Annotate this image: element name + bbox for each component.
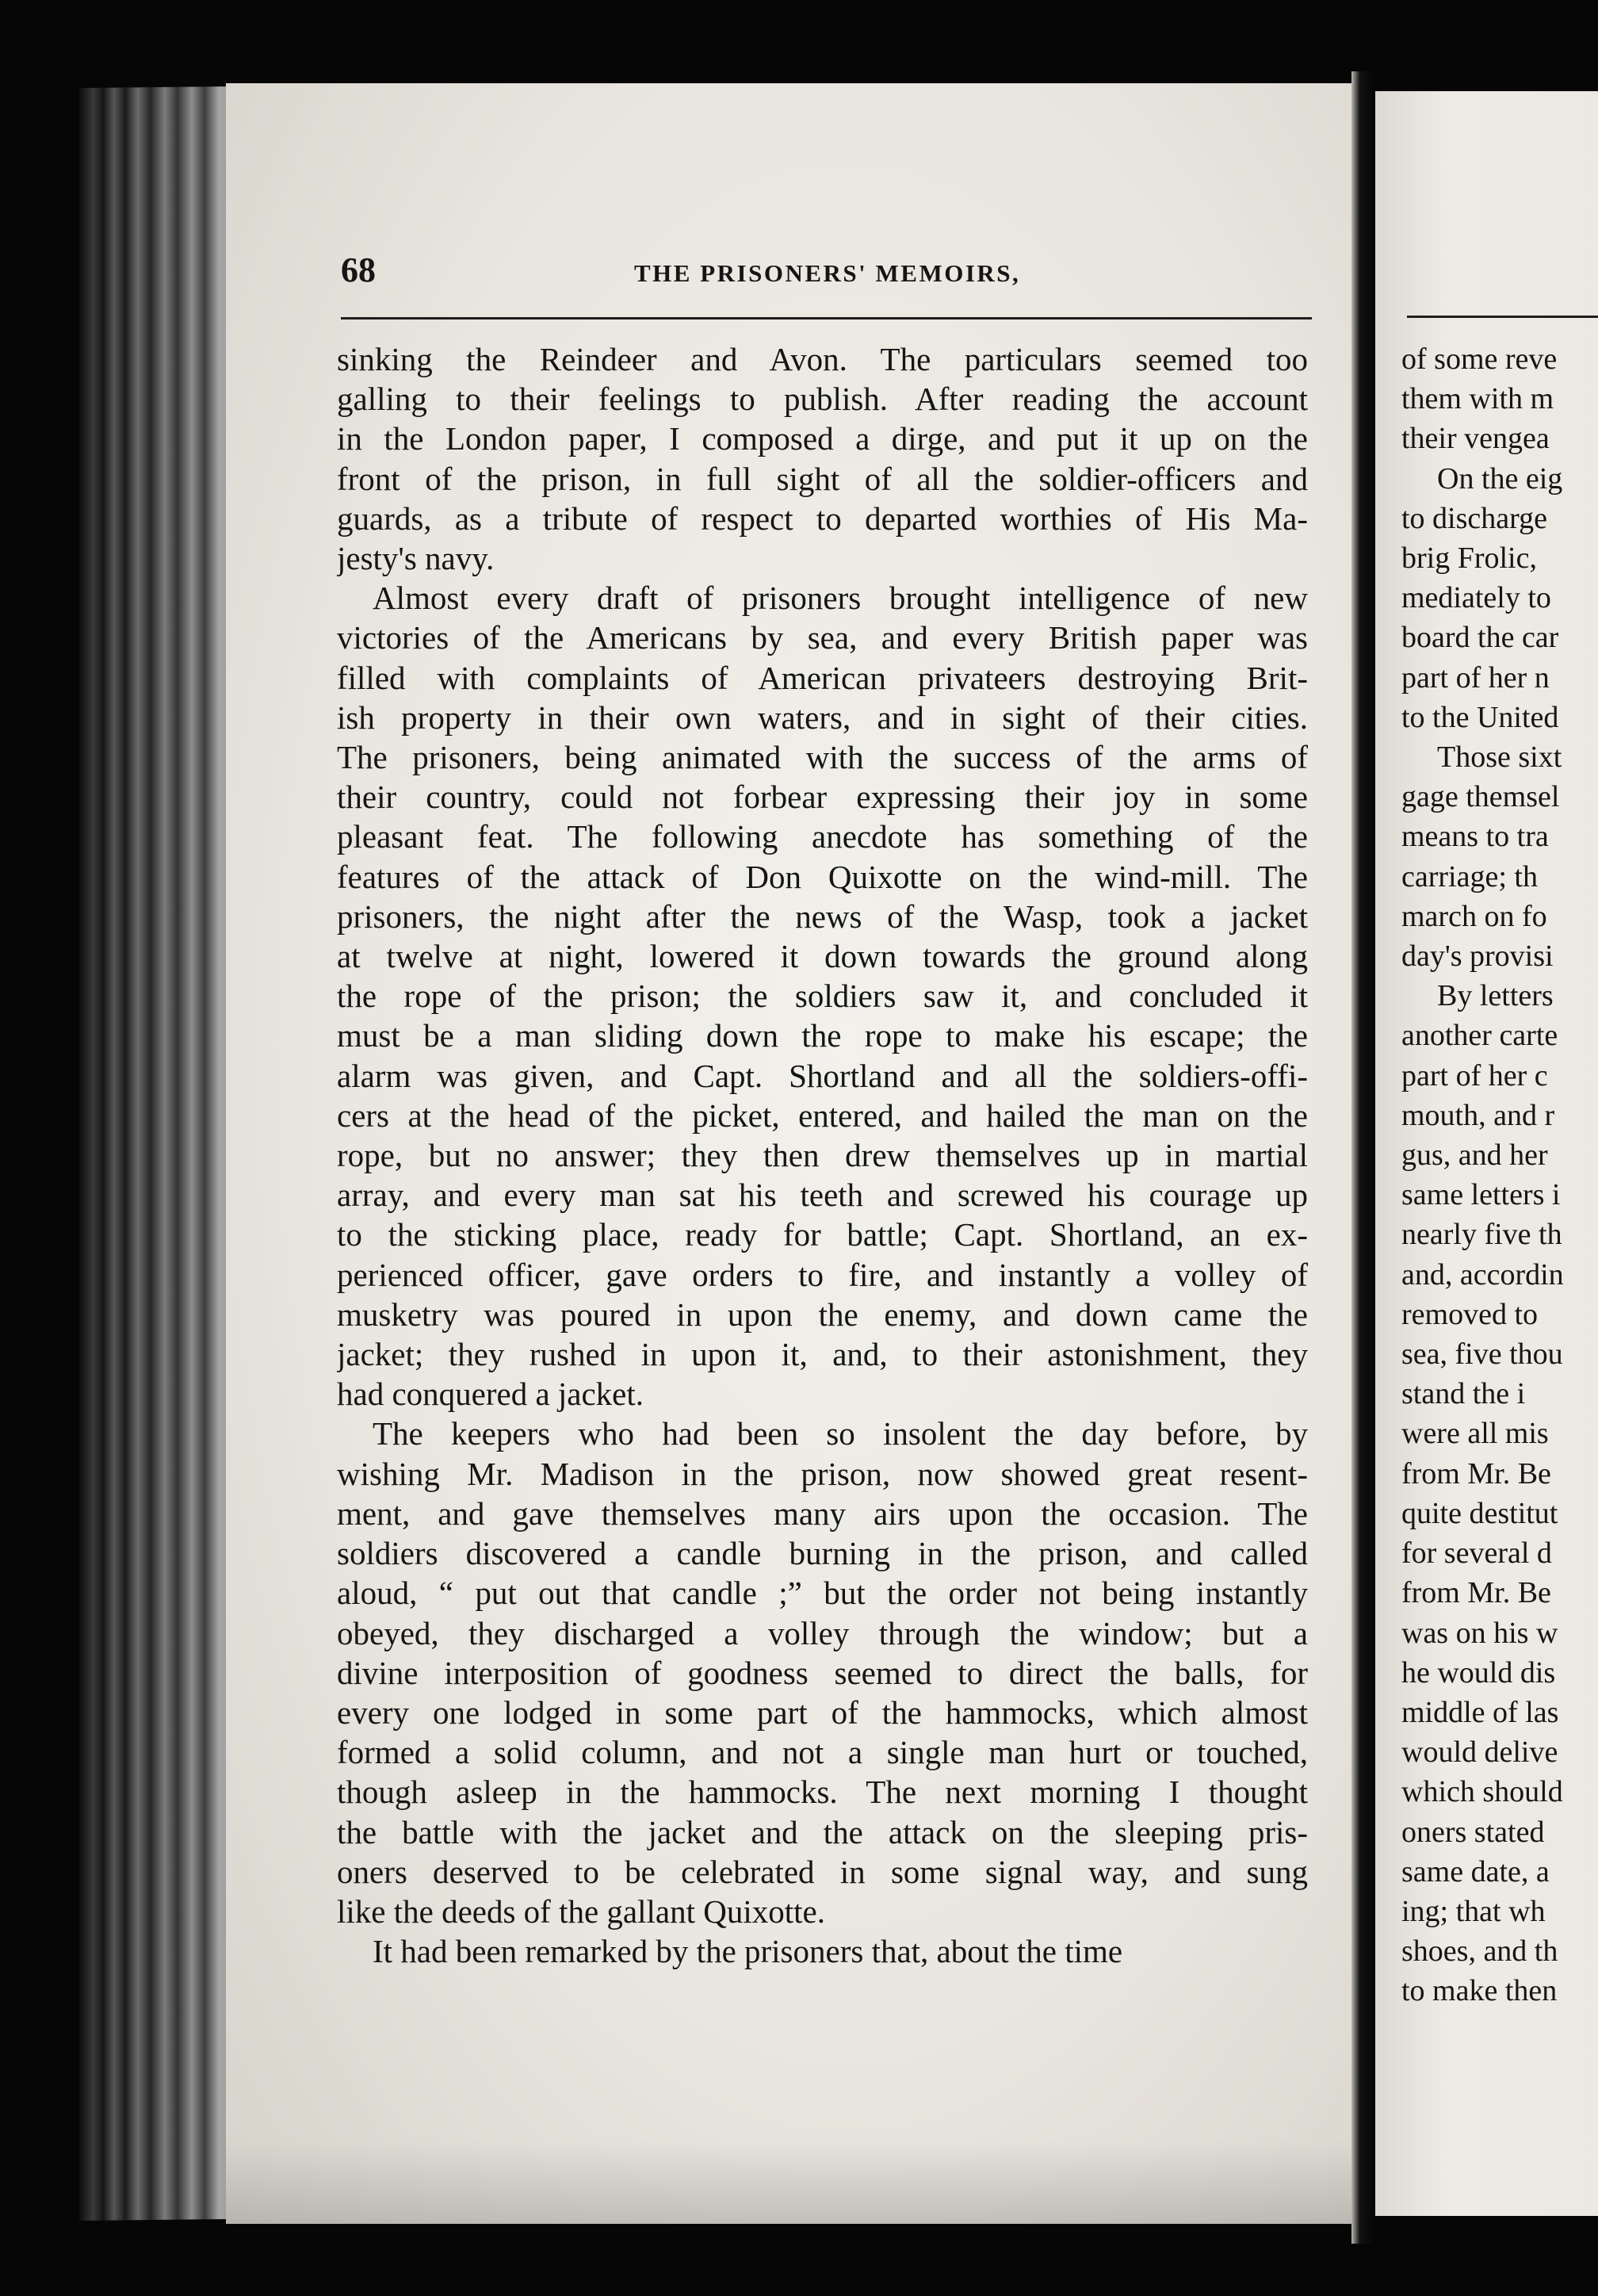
text-line: at twelve at night, lowered it down towards the ground along	[337, 938, 1308, 975]
text-line: same date, a	[1401, 1854, 1550, 1888]
text-line: gus, and her	[1401, 1138, 1548, 1173]
text-line: jacket; they rushed in upon it, and, to their astonishment, they	[337, 1336, 1308, 1373]
text-line: to the sticking place, ready for battle; Capt. Shortland, an ex-	[337, 1216, 1308, 1253]
text-line: to the United	[1401, 700, 1559, 734]
text-line: features of the attack of Don Quixotte on the wind-mill. The	[337, 858, 1308, 895]
text-line: though asleep in the hammocks. The next morning I thought	[337, 1774, 1308, 1811]
text-line: must be a man sliding down the rope to make his escape; the	[337, 1017, 1308, 1054]
text-line: The prisoners, being animated with the success of the arms of	[337, 739, 1308, 776]
text-line: ing; that wh	[1401, 1894, 1546, 1928]
text-line: wishing Mr. Madison in the prison, now showed great resent-	[337, 1455, 1308, 1492]
page-bottom-shadow	[226, 2141, 1355, 2224]
text-line: filled with complaints of American privateers destroying Brit-	[337, 659, 1308, 696]
text-line: soldiers discovered a candle burning in the prison, and called	[337, 1535, 1308, 1572]
text-line: Those sixt	[1437, 740, 1562, 775]
text-line: part of her n	[1401, 660, 1550, 695]
text-line: aloud, “ put out that candle ;” but the order not being instantly	[337, 1575, 1308, 1612]
text-line: divine interposition of goodness seemed to direct the balls, for	[337, 1654, 1308, 1691]
text-line: every one lodged in some part of the hammocks, which almost	[337, 1693, 1308, 1731]
text-line: another carte	[1401, 1019, 1558, 1053]
text-line: from Mr. Be	[1401, 1576, 1551, 1610]
text-line: of some reve	[1401, 342, 1558, 376]
text-line: nearly five th	[1401, 1218, 1562, 1252]
text-line: them with m	[1401, 382, 1554, 416]
text-line: had conquered a jacket.	[337, 1376, 644, 1413]
text-line: rope, but no answer; they then drew themselves up in martial	[337, 1137, 1308, 1174]
text-line: which should	[1401, 1775, 1563, 1809]
text-line: perienced officer, gave orders to fire, and instantly a volley of	[337, 1256, 1308, 1293]
text-line: prisoners, the night after the news of the Wasp, took a jacket	[337, 897, 1308, 935]
text-line: stand the i	[1401, 1377, 1526, 1411]
text-line: galling to their feelings to publish. After reading the account	[337, 381, 1308, 418]
running-title: THE PRISONERS' MEMOIRS,	[634, 259, 1021, 287]
text-line: part of her c	[1401, 1058, 1548, 1093]
text-line: the battle with the jacket and the attack on the sleeping pris-	[337, 1813, 1308, 1850]
header-rule	[341, 317, 1312, 320]
text-line: ish property in their own waters, and in sight of their cities.	[337, 698, 1308, 736]
book-page-edges	[79, 86, 230, 2221]
page-number: 68	[341, 251, 376, 289]
text-line: pleasant feat. The following anecdote has something of the	[337, 818, 1308, 855]
book-gutter	[1351, 71, 1375, 2244]
text-line: their vengea	[1401, 422, 1550, 456]
text-line: day's provisi	[1401, 939, 1554, 974]
text-line: in the London paper, I composed a dirge, and put it up on the	[337, 420, 1308, 457]
text-line: It had been remarked by the prisoners that, about the time	[373, 1933, 1123, 1970]
text-line: was on his w	[1401, 1616, 1558, 1650]
text-line: their country, could not forbear expressing their joy in some	[337, 779, 1308, 816]
text-line: mediately to	[1401, 581, 1551, 615]
text-line: mouth, and r	[1401, 1098, 1555, 1132]
text-line: same letters i	[1401, 1178, 1561, 1212]
text-line: ment, and gave themselves many airs upon the occasion. The	[337, 1494, 1308, 1532]
right-page-body-text	[1401, 339, 1598, 2011]
text-line: for several d	[1401, 1536, 1552, 1571]
text-line: were all mis	[1401, 1417, 1549, 1451]
text-line: removed to	[1401, 1297, 1539, 1331]
text-line: Almost every draft of prisoners brought intelligence of new	[373, 580, 1308, 617]
text-line: obeyed, they discharged a volley through the window; but a	[337, 1614, 1308, 1651]
text-line: The keepers who had been so insolent the day before, by	[373, 1415, 1308, 1452]
text-line: would delive	[1401, 1735, 1558, 1770]
text-line: like the deeds of the gallant Quixotte.	[337, 1892, 825, 1930]
text-line: to discharge	[1401, 501, 1547, 535]
text-line: sinking the Reindeer and Avon. The particulars seemed too	[337, 341, 1308, 377]
text-line: means to tra	[1401, 820, 1549, 854]
text-line: middle of las	[1401, 1695, 1559, 1729]
text-line: musketry was poured in upon the enemy, and down came the	[337, 1295, 1308, 1333]
text-line: he would dis	[1401, 1655, 1556, 1689]
text-line: brig Frolic,	[1401, 541, 1537, 576]
text-line: formed a solid column, and not a single man hurt or touched,	[337, 1734, 1308, 1771]
text-line: quite destitut	[1401, 1496, 1558, 1530]
text-line: sea, five thou	[1401, 1337, 1563, 1372]
text-line: victories of the Americans by sea, and every British paper was	[337, 619, 1308, 656]
left-page-body-text	[337, 339, 1308, 1971]
right-page-header-rule	[1407, 316, 1598, 318]
text-line: from Mr. Be	[1401, 1456, 1551, 1490]
text-line: front of the prison, in full sight of all the soldier-officers and	[337, 460, 1308, 497]
text-line: to make then	[1401, 1974, 1558, 2008]
text-line: carriage; th	[1401, 859, 1538, 894]
text-line: board the car	[1401, 621, 1559, 655]
text-line: cers at the head of the picket, entered, and hailed the man on the	[337, 1096, 1308, 1134]
text-line: guards, as a tribute of respect to departed worthies of His Ma-	[337, 499, 1308, 537]
text-line: and, accordin	[1401, 1257, 1564, 1292]
text-line: oners deserved to be celebrated in some signal way, and sung	[337, 1853, 1308, 1890]
running-head	[341, 250, 1308, 289]
text-line: shoes, and th	[1401, 1934, 1558, 1969]
text-line: jesty's navy.	[337, 540, 495, 577]
text-line: By letters	[1437, 979, 1554, 1013]
text-line: gage themsel	[1401, 780, 1560, 814]
text-line: oners stated	[1401, 1815, 1545, 1849]
text-line: march on fo	[1401, 899, 1547, 933]
text-line: On the eig	[1437, 461, 1563, 496]
text-line: alarm was given, and Capt. Shortland and all the soldiers-offi-	[337, 1057, 1308, 1094]
text-line: array, and every man sat his teeth and screwed his courage up	[337, 1177, 1308, 1214]
text-line: the rope of the prison; the soldiers saw it, and concluded it	[337, 978, 1308, 1015]
